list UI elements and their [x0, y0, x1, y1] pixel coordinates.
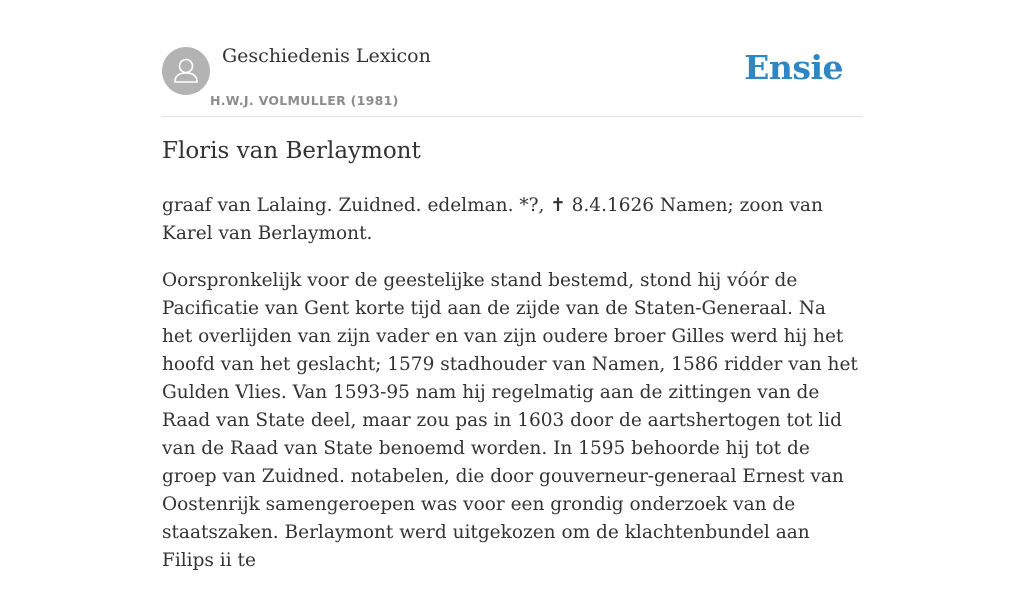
user-avatar-icon[interactable] [162, 47, 210, 95]
source-header [162, 40, 862, 117]
article-paragraph: Oorspronkelijk voor de geestelijke stand bestemd, stond hij vóór de Pacificatie van Gent korte tijd aan de zijde van de Staten-Generaal. Na het overlijden van zijn vader en van zijn oudere broer Gilles werd hij het hoofd van het geslacht; 1579 stadhouder van Namen, 1586 ridder van het Gulden Vlies. Van 1593-95 nam hij regelmatig aan de zittingen van de Raad van State deel, maar zou pas in 1603 door de aartshertogen tot lid van de Raad van State benoemd worden. In 1595 behoorde hij tot de groep van Zuidned. notabelen, die door gouverneur-generaal Ernest van Oostenrijk samengeroepen was voor een grondig onderzoek van de staatszaken. Berlaymont werd uitgekozen om de klachtenbundel aan Filips ii te [162, 270, 858, 571]
ensie-logo[interactable]: Ensie [744, 48, 843, 87]
source-title[interactable]: Geschiedenis Lexicon [222, 45, 431, 67]
article-title: Floris van Berlaymont [162, 138, 421, 164]
source-author[interactable]: H.W.J. VOLMULLER (1981) [210, 93, 399, 108]
article-body [162, 192, 862, 594]
article-paragraph: graaf van Lalaing. Zuidned. edelman. *?, ✝ 8.4.1626 Namen; zoon van Karel van Berlaymont. [162, 195, 823, 244]
